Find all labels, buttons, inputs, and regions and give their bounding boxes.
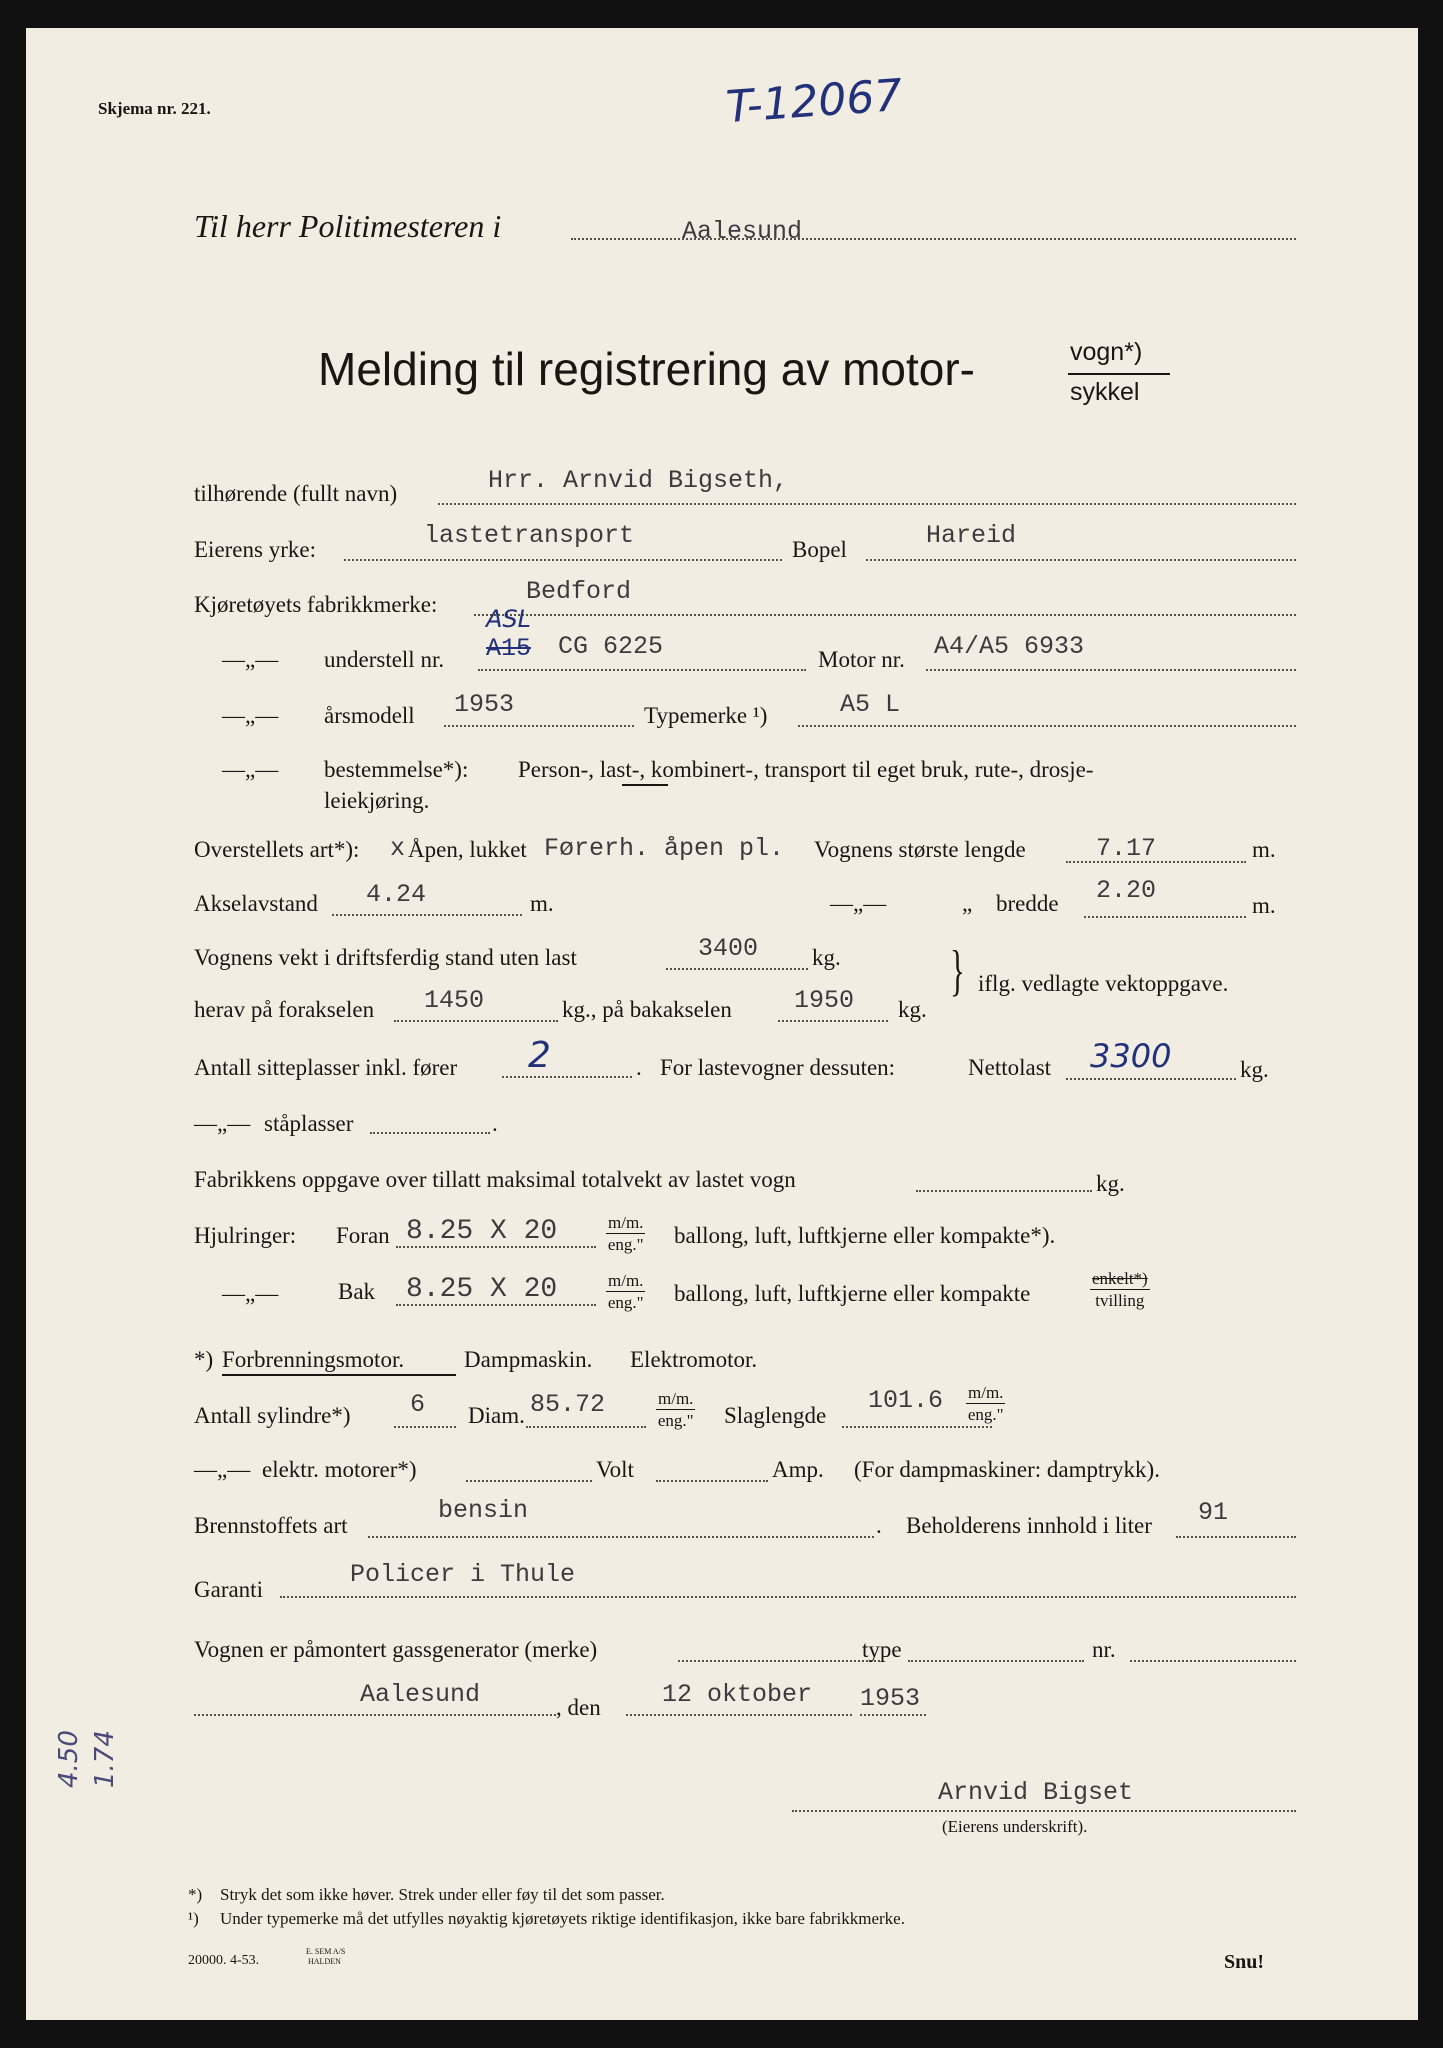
stroke-value: 101.6 xyxy=(868,1386,944,1415)
netload-line xyxy=(1066,1078,1236,1080)
date-label: , den xyxy=(556,1695,601,1720)
width-value: 2.20 xyxy=(1096,876,1157,905)
owner-line xyxy=(438,503,1296,505)
seats-period: . xyxy=(636,1055,642,1080)
length-label: Vognens største lengde xyxy=(814,837,1026,862)
title-option-sykkel: sykkel xyxy=(1070,378,1140,406)
engine-type-combustion: Forbrenningsmotor. xyxy=(222,1347,405,1372)
chassis-value: CG 6225 xyxy=(558,632,664,661)
steam-pressure-label: (For dampmaskiner: damptrykk). xyxy=(854,1457,1160,1482)
weight-line xyxy=(666,968,808,970)
netload-value: 3300 xyxy=(1090,1037,1172,1075)
width-quote: „ xyxy=(962,891,973,916)
engine-types-mark: *) xyxy=(194,1347,214,1372)
volt-line xyxy=(656,1480,768,1482)
body-value: Førerh. åpen pl. xyxy=(544,834,785,863)
residence-value: Hareid xyxy=(926,521,1017,550)
chassis-struck-prefix: A15 xyxy=(486,634,532,663)
owner-label: tilhørende (fullt navn) xyxy=(194,481,398,506)
fuel-line xyxy=(368,1536,874,1538)
ditto-mark: —„— xyxy=(222,647,279,672)
length-line xyxy=(1066,861,1246,863)
fuel-label: Brennstoffets art xyxy=(194,1513,348,1538)
type-line xyxy=(798,725,1296,727)
motor-value: A4/A5 6933 xyxy=(934,632,1085,661)
tyres-rear-value: 8.25 X 20 xyxy=(406,1274,558,1305)
wheelbase-value: 4.24 xyxy=(366,880,427,909)
wheelbase-label: Akselavstand xyxy=(194,891,318,916)
tyres-front-text: ballong, luft, luftkjerne eller kompakte*). xyxy=(674,1223,1056,1248)
max-weight-line xyxy=(916,1190,1092,1192)
guarantee-line xyxy=(280,1596,1296,1598)
addressee-value: Aalesund xyxy=(682,217,803,246)
margin-note-2: 1.74 xyxy=(90,1730,120,1788)
motor-line xyxy=(926,669,1296,671)
title-option-vogn: vogn*) xyxy=(1070,338,1143,366)
year-label: årsmodell xyxy=(324,703,415,728)
engine-type-steam: Dampmaskin. xyxy=(464,1347,593,1372)
front-axle-line xyxy=(394,1020,558,1022)
wheelbase-line xyxy=(332,914,522,916)
make-line xyxy=(474,614,1296,616)
netload-label: Nettolast xyxy=(968,1055,1052,1080)
tyres-front-label: Foran xyxy=(336,1223,390,1248)
body-options: Åpen, lukket xyxy=(408,837,527,862)
front-axle-value: 1450 xyxy=(424,986,485,1015)
fuel-period: . xyxy=(876,1513,882,1538)
chassis-line xyxy=(478,669,806,671)
motor-label: Motor nr. xyxy=(818,647,905,672)
gas-nr-line xyxy=(1130,1660,1296,1662)
form-title: Melding til registrering av motor- xyxy=(318,343,976,395)
footnote-2: Under typemerke må det utfylles nøyaktig kjøretøyets riktige identifikasjon, ikke bare fabrikkmerke. xyxy=(220,1909,905,1928)
elec-motors-line xyxy=(466,1480,592,1482)
turn-over: Snu! xyxy=(1224,1951,1265,1973)
standing-line xyxy=(370,1132,490,1134)
rear-axle-label: kg., på bakakselen xyxy=(562,997,732,1022)
rear-axle-unit: kg. xyxy=(898,997,927,1022)
rear-axle-value: 1950 xyxy=(794,986,855,1015)
tyres-label: Hjulringer: xyxy=(194,1223,297,1248)
guarantee-label: Garanti xyxy=(194,1577,263,1602)
purpose-options-cont: leiekjøring. xyxy=(324,788,430,813)
ditto-mark: —„— xyxy=(222,703,279,728)
tyres-rear-text: ballong, luft, luftkjerne eller kompakte xyxy=(674,1281,1031,1306)
date-line xyxy=(626,1714,852,1716)
gas-generator-line xyxy=(678,1660,880,1662)
print-code: 20000. 4-53. xyxy=(188,1953,260,1968)
ditto-mark: —„— xyxy=(222,1281,279,1306)
residence-line xyxy=(866,559,1296,561)
seats-line xyxy=(502,1076,632,1078)
max-weight-label: Fabrikkens oppgave over tillatt maksimal totalvekt av lastet vogn xyxy=(194,1167,796,1192)
volt-label: Volt xyxy=(596,1457,634,1482)
wheelbase-unit: m. xyxy=(530,891,554,916)
weight-value: 3400 xyxy=(698,934,759,963)
weight-label: Vognens vekt i driftsferdig stand uten last xyxy=(194,945,577,970)
tyres-rear-unit: m/m. eng." xyxy=(607,1271,644,1312)
make-value: Bedford xyxy=(526,577,632,606)
tyres-front-unit: m/m. eng." xyxy=(607,1213,644,1254)
elec-motors-label: elektr. motorer*) xyxy=(262,1457,417,1482)
printer-city: HALDEN xyxy=(308,1957,341,1966)
signature-name: Arnvid Bigset xyxy=(938,1778,1134,1807)
form-sheet xyxy=(26,28,1418,2020)
gas-type-line xyxy=(908,1660,1084,1662)
gas-generator-label: Vognen er påmontert gassgenerator (merke) xyxy=(194,1637,598,1662)
diameter-value: 85.72 xyxy=(530,1390,606,1419)
fuel-value: bensin xyxy=(438,1496,529,1525)
width-line xyxy=(1084,916,1246,918)
chassis-label: understell nr. xyxy=(324,647,445,672)
netload-unit: kg. xyxy=(1240,1057,1269,1082)
cylinders-value: 6 xyxy=(410,1390,426,1419)
max-weight-unit: kg. xyxy=(1096,1171,1125,1196)
addressee-label: Til herr Politimesteren i xyxy=(194,208,502,244)
tyres-rear-label: Bak xyxy=(338,1279,376,1304)
stroke-label: Slaglengde xyxy=(724,1403,827,1428)
schema-number: Skjema nr. 221. xyxy=(98,99,211,118)
place-value: Aalesund xyxy=(360,1680,481,1709)
amp-label: Amp. xyxy=(772,1457,824,1482)
guarantee-value: Policer i Thule xyxy=(350,1560,576,1589)
year-line-sign xyxy=(860,1714,926,1716)
tyres-rear-option: enkelt*) tvilling xyxy=(1092,1269,1148,1310)
handwritten-reference: T-12067 xyxy=(724,69,904,134)
rear-axle-line xyxy=(778,1020,888,1022)
type-label: Typemerke ¹) xyxy=(644,703,768,728)
margin-note-1: 4.50 xyxy=(54,1730,84,1788)
footnote-1: Stryk det som ikke høver. Strek under eller føy til det som passer. xyxy=(220,1885,665,1904)
standing-label: ståplasser xyxy=(264,1111,354,1136)
cargo-label: For lastevogner dessuten: xyxy=(660,1055,896,1080)
stroke-line xyxy=(842,1426,992,1428)
length-unit: m. xyxy=(1252,837,1276,862)
seats-value: 2 xyxy=(528,1035,551,1076)
purpose-label: bestemmelse*): xyxy=(324,757,469,782)
title-fraction-bar xyxy=(1068,373,1170,375)
addressee-line xyxy=(571,238,1296,240)
ditto-mark: —„— xyxy=(194,1457,251,1482)
sign-year-value: 1953 xyxy=(860,1684,921,1713)
signature-line xyxy=(792,1810,1296,1812)
weight-note: iflg. vedlagte vektoppgave. xyxy=(978,971,1229,996)
ditto-mark: —„— xyxy=(194,1111,251,1136)
diameter-line xyxy=(526,1426,646,1428)
occupation-value: lastetransport xyxy=(424,521,635,550)
diameter-label: Diam. xyxy=(468,1403,525,1428)
gas-nr-label: nr. xyxy=(1092,1637,1116,1662)
diameter-unit: m/m. eng." xyxy=(657,1389,694,1430)
gas-type-label: type xyxy=(862,1637,902,1662)
purpose-options: Person-, last-, kombinert-, transport til eget bruk, rute-, drosje- xyxy=(518,757,1094,782)
standing-period: . xyxy=(492,1111,498,1136)
ditto-mark: —„— xyxy=(222,757,279,782)
tank-line xyxy=(1176,1536,1296,1538)
make-label: Kjøretøyets fabrikkmerke: xyxy=(194,592,438,617)
seats-label: Antall sitteplasser inkl. fører xyxy=(194,1055,458,1080)
cylinders-line xyxy=(394,1426,456,1428)
cylinders-label: Antall sylindre*) xyxy=(194,1403,351,1428)
owner-value: Hrr. Arnvid Bigseth, xyxy=(488,466,789,495)
width-label: bredde xyxy=(996,891,1059,916)
residence-label: Bopel xyxy=(792,537,847,562)
body-label: Overstellets art*): xyxy=(194,837,360,862)
engine-type-electric: Elektromotor. xyxy=(630,1347,758,1372)
date-value: 12 oktober xyxy=(662,1680,813,1709)
chassis-correction: ASL xyxy=(486,605,532,633)
length-value: 7.17 xyxy=(1096,834,1157,863)
tank-label: Beholderens innhold i liter xyxy=(906,1513,1152,1538)
occupation-label: Eierens yrke: xyxy=(194,537,316,562)
purpose-underline-last xyxy=(622,784,668,786)
footnote-1-mark: *) xyxy=(188,1885,203,1904)
printer-name: E. SEM A/S xyxy=(306,1947,346,1956)
ditto-mark: —„— xyxy=(830,891,887,916)
year-line xyxy=(444,725,634,727)
front-axle-label: herav på forakselen xyxy=(194,997,375,1022)
weight-brace: } xyxy=(950,940,965,1002)
body-mark: x xyxy=(390,834,406,863)
occupation-line xyxy=(344,559,782,561)
year-value: 1953 xyxy=(454,690,515,719)
tyres-front-value: 8.25 X 20 xyxy=(406,1216,558,1247)
place-line xyxy=(194,1714,556,1716)
type-value: A5 L xyxy=(840,690,901,719)
signature-caption: (Eierens underskrift). xyxy=(942,1817,1088,1836)
footnote-2-mark: ¹) xyxy=(188,1909,199,1928)
weight-unit: kg. xyxy=(812,945,841,970)
tank-value: 91 xyxy=(1198,1498,1229,1527)
stroke-unit: m/m. eng." xyxy=(967,1383,1004,1424)
width-unit: m. xyxy=(1252,893,1276,918)
engine-type-underline xyxy=(222,1374,456,1376)
